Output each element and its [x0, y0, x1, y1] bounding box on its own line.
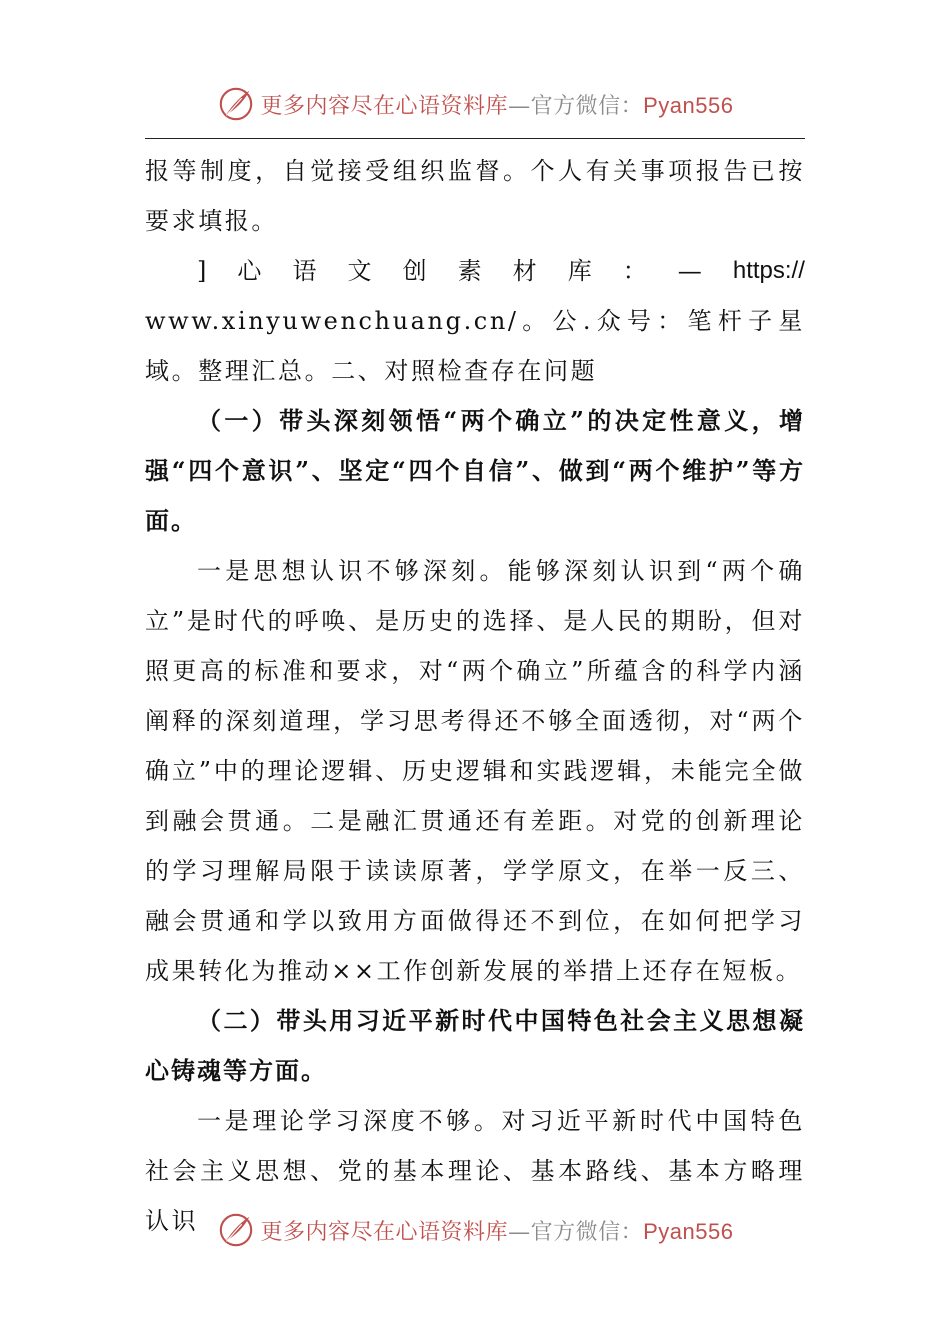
source-char: 创 — [402, 257, 427, 285]
official-label: 官方微信： — [530, 1219, 644, 1245]
source-char: ： — [622, 257, 647, 285]
header-banner — [0, 84, 950, 124]
source-char: 心 — [237, 257, 262, 285]
footer-banner — [0, 1210, 950, 1250]
source-char: 语 — [292, 257, 317, 285]
banner-separator: — — [508, 93, 531, 119]
section-heading-1: （一）带头深刻领悟“两个确立”的决定性意义，增强“四个意识”、坚定“四个自信”、做到“两个维护”等方面。 — [145, 406, 805, 535]
header-divider — [145, 138, 805, 139]
source-char: — — [677, 257, 702, 285]
section-heading-2: （二）带头用习近平新时代中国特色社会主义思想凝心铸魂等方面。 — [145, 1006, 805, 1085]
quill-pen-circle-icon — [217, 1211, 255, 1249]
banner-text — [261, 89, 734, 120]
source-char: 库 — [567, 257, 592, 285]
source-continuation: www.xinyuwenchuang.cn/。公.众号：笔杆子星域。整理汇总。二、对照检查存在问题 — [145, 307, 805, 385]
wechat-id: Pyan556 — [643, 1218, 734, 1244]
document-body — [145, 146, 805, 1246]
source-char: 文 — [347, 257, 372, 285]
banner-separator: — — [508, 1219, 531, 1245]
wechat-id: Pyan556 — [643, 92, 734, 118]
source-url-start: https:// — [732, 257, 805, 284]
source-char: 材 — [512, 257, 537, 285]
paragraph-2: 一是思想认识不够深刻。能够深刻认识到“两个确立”是时代的呼唤、是历史的选择、是人民的期盼，但对照更高的标准和要求，对“两个确立”所蕴含的科学内涵阐释的深刻道理，学习思考得还不够全面透彻，对“两个确立”中的理论逻辑、历史逻辑和实践逻辑，未能完全做到融会贯通。二是融汇贯通还有差距。对党的创新理论的学习理解局限于读读原著，学学原文，在举一反三、融会贯通和学以致用方面做得还不到位，在如何把学习成果转化为推动××工作创新发展的举措上还存在短板。 — [145, 557, 805, 985]
source-line — [145, 246, 805, 296]
banner-text — [261, 1215, 734, 1246]
banner-title: 更多内容尽在心语资料库 — [260, 93, 509, 119]
banner-title: 更多内容尽在心语资料库 — [260, 1219, 509, 1245]
paragraph-3: 一是理论学习深度不够。对习近平新时代中国特色社会主义思想、党的基本理论、基本路线、基本方略理认识 — [145, 1107, 805, 1235]
official-label: 官方微信： — [530, 93, 644, 119]
source-char: 素 — [457, 257, 482, 285]
paragraph-1: 报等制度，自觉接受组织监督。个人有关事项报告已按要求填报。 — [145, 157, 805, 235]
quill-pen-circle-icon — [217, 85, 255, 123]
source-char: ] — [197, 257, 207, 285]
